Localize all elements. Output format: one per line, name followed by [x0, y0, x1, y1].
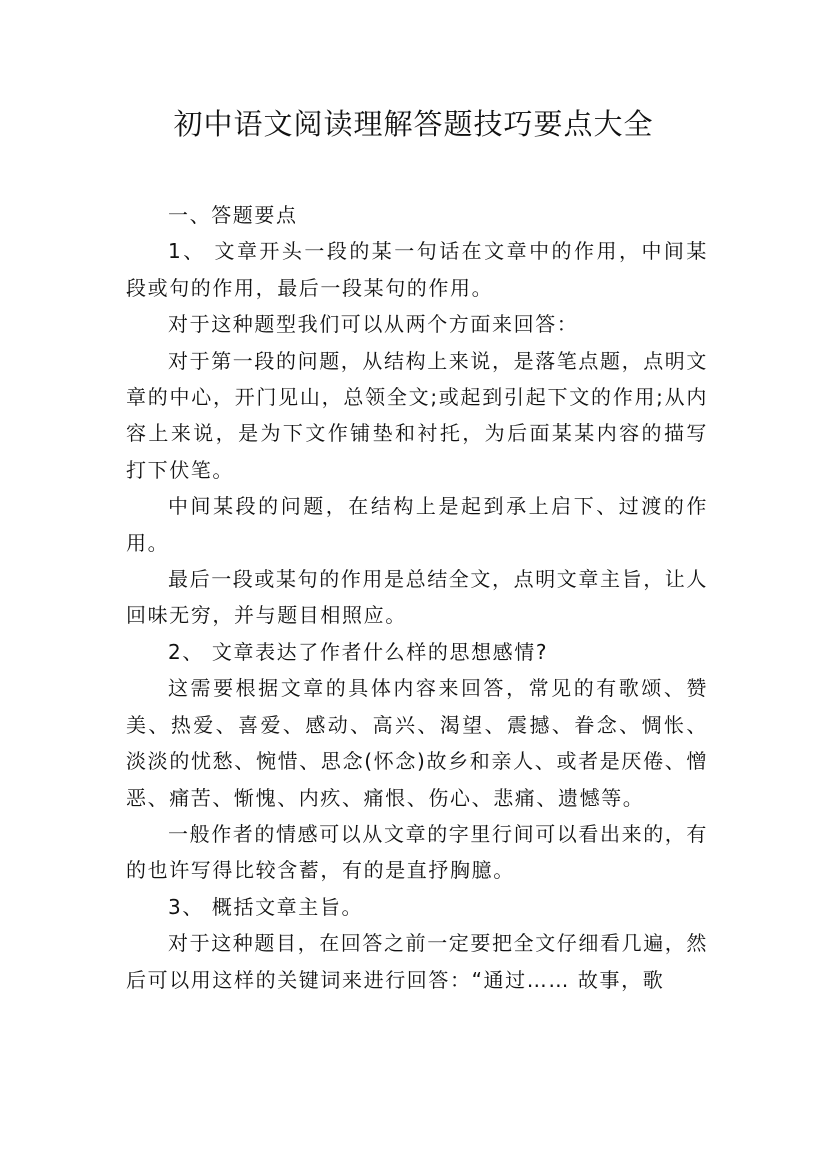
document-title: 初中语文阅读理解答题技巧要点大全 [173, 107, 654, 141]
paragraph: 3、 概括文章主旨。 [168, 894, 364, 919]
paragraph: 这需要根据文章的具体内容来回答，常见的有歌颂、赞美、热爱、喜爱、感动、高兴、渴望、震撼、眷念、惆怅、淡淡的忧愁、惋惜、思念(怀念)故乡和亲人、或者是厌倦、憎恶、痛苦、惭愧、内疚、痛恨、伤心、悲痛、遗憾等。 [126, 676, 708, 810]
paragraph: 对于这种题型我们可以从两个方面来回答： [168, 312, 579, 337]
paragraph: 对于第一段的问题，从结构上来说，是落笔点题，点明文章的中心，开门见山，总领全文;或起到引起下文的作用;从内容上来说，是为下文作铺垫和衬托，为后面某某内容的描写打下伏笔。 [126, 348, 708, 482]
paragraph: 对于这种题目，在回答之前一定要把全文仔细看几遍，然后可以用这样的关键词来进行回答：“通过…… 故事，歌 [126, 931, 708, 992]
paragraph: 最后一段或某句的作用是总结全文，点明文章主旨，让人回味无穷，并与题目相照应。 [126, 567, 708, 628]
paragraph: 1、 文章开头一段的某一句话在文章中的作用，中间某段或句的作用，最后一段某句的作用。 [126, 239, 708, 300]
document-body [126, 197, 708, 998]
section-heading: 一、答题要点 [168, 203, 298, 227]
paragraph: 中间某段的问题，在结构上是起到承上启下、过渡的作用。 [126, 494, 708, 555]
paragraph: 2、 文章表达了作者什么样的思想感情? [168, 639, 549, 664]
paragraph: 一般作者的情感可以从文章的字里行间可以看出来的，有的也许写得比较含蓄，有的是直抒胸臆。 [126, 821, 708, 883]
